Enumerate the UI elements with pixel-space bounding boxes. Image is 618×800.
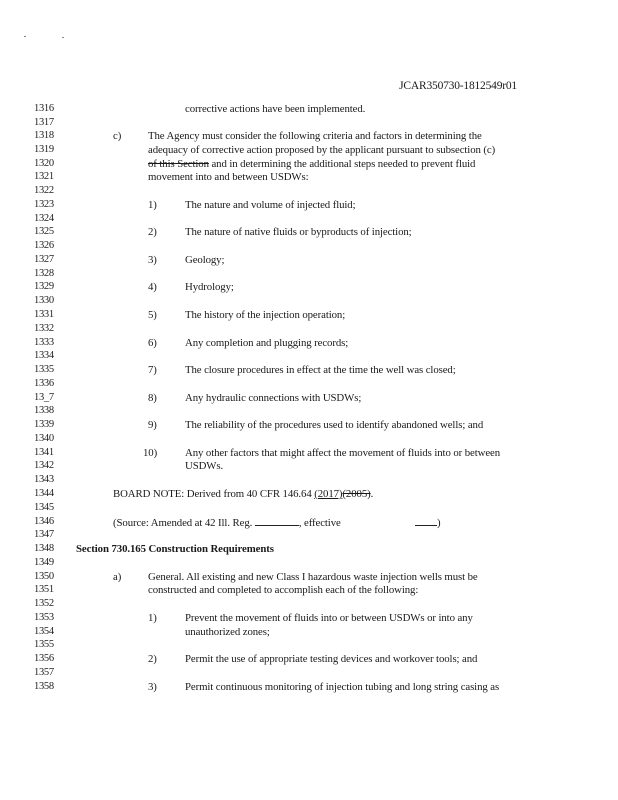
- item-text: The nature of native fluids or byproducts of injection;: [185, 226, 412, 238]
- document-id: JCAR350730-1812549r01: [399, 80, 517, 92]
- item-number: 3): [148, 681, 157, 693]
- line-number: 1349: [34, 557, 54, 568]
- item-number: 9): [148, 419, 157, 431]
- line-number: 1318: [34, 130, 54, 141]
- line-number: 13_7: [34, 392, 54, 403]
- deleted-text: of this Section: [148, 158, 209, 170]
- item-number: 1): [148, 199, 157, 211]
- line-number: 1334: [34, 350, 54, 361]
- line-number: 1323: [34, 199, 54, 210]
- scan-speck: [24, 36, 26, 37]
- subsection-c-text-rest: and in determining the additional steps needed to prevent fluid: [208, 158, 476, 170]
- line-number: 1341: [34, 447, 54, 458]
- item-number: 2): [148, 653, 157, 665]
- section-heading: Section 730.165 Construction Requirements: [76, 543, 274, 555]
- item-text: Prevent the movement of fluids into or between USDWs or into any: [185, 612, 473, 624]
- line-number: 1324: [34, 213, 54, 224]
- continuation-text: corrective actions have been implemented.: [185, 103, 366, 115]
- line-number: 1345: [34, 502, 54, 513]
- subsection-c-text: movement into and between USDWs:: [148, 171, 309, 183]
- line-number: 1344: [34, 488, 54, 499]
- subsection-c-label: c): [113, 130, 122, 142]
- line-number: 1352: [34, 598, 54, 609]
- item-text: The reliability of the procedures used to identify abandoned wells; and: [185, 419, 484, 431]
- source-note-close: [415, 516, 441, 530]
- line-number: 1316: [34, 103, 54, 114]
- line-number: 1335: [34, 364, 54, 375]
- line-number: 1353: [34, 612, 54, 623]
- item-text: Permit continuous monitoring of injection tubing and long string casing as: [185, 681, 500, 693]
- source-note: [113, 516, 341, 530]
- line-number: 1348: [34, 543, 54, 554]
- subsection-c-text: adequacy of corrective action proposed by the applicant pursuant to subsection (c): [148, 144, 496, 156]
- subsection-c-text: [148, 158, 475, 171]
- line-number: 1357: [34, 667, 54, 678]
- item-number: 6): [148, 337, 157, 349]
- line-number: 1331: [34, 309, 54, 320]
- inserted-text: (2017): [314, 488, 343, 500]
- line-number: 1328: [34, 268, 54, 279]
- item-text: Geology;: [185, 254, 225, 266]
- item-number: 7): [148, 364, 157, 376]
- item-number: 1): [148, 612, 157, 624]
- line-number: 1333: [34, 337, 54, 348]
- line-number: 1330: [34, 295, 54, 306]
- item-number: 8): [148, 392, 157, 404]
- line-number: 1354: [34, 626, 54, 637]
- line-number: 1319: [34, 144, 54, 155]
- item-number: 5): [148, 309, 157, 321]
- item-number: 3): [148, 254, 157, 266]
- source-note-text: (Source: Amended at 42 Ill. Reg.: [113, 517, 255, 529]
- line-number: 1329: [34, 281, 54, 292]
- line-number: 1322: [34, 185, 54, 196]
- line-number: 1346: [34, 516, 54, 527]
- line-number: 1326: [34, 240, 54, 251]
- line-number: 1339: [34, 419, 54, 430]
- source-note-end: ): [437, 517, 441, 529]
- line-number: 1356: [34, 653, 54, 664]
- item-text: USDWs.: [185, 460, 224, 472]
- item-text: Any hydraulic connections with USDWs;: [185, 392, 362, 404]
- subsection-a-label: a): [113, 571, 122, 583]
- line-number: 1321: [34, 171, 54, 182]
- line-number: 1342: [34, 460, 54, 471]
- item-number: 4): [148, 281, 157, 293]
- deleted-text: (2005): [342, 488, 371, 500]
- line-number: 1320: [34, 158, 54, 169]
- reg-number-blank: [255, 516, 299, 526]
- line-number: 1327: [34, 254, 54, 265]
- line-number: 1355: [34, 639, 54, 650]
- item-text: The nature and volume of injected fluid;: [185, 199, 356, 211]
- effective-date-blank: [415, 516, 437, 526]
- line-number: 1317: [34, 117, 54, 128]
- item-text: Hydrology;: [185, 281, 234, 293]
- line-number: 1350: [34, 571, 54, 582]
- subsection-a-text: constructed and completed to accomplish each of the following:: [148, 584, 419, 596]
- subsection-c-text: The Agency must consider the following criteria and factors in determining the: [148, 130, 482, 142]
- line-number: 1358: [34, 681, 54, 692]
- line-number: 1336: [34, 378, 54, 389]
- line-number: 1343: [34, 474, 54, 485]
- item-text: unauthorized zones;: [185, 626, 270, 638]
- line-number: 1340: [34, 433, 54, 444]
- line-number: 1347: [34, 529, 54, 540]
- board-note-end: .: [370, 488, 374, 500]
- subsection-a-text: General. All existing and new Class I hazardous waste injection wells must be: [148, 571, 478, 583]
- line-number: 1351: [34, 584, 54, 595]
- item-text: The history of the injection operation;: [185, 309, 346, 321]
- item-text: The closure procedures in effect at the time the well was closed;: [185, 364, 456, 376]
- item-text: Any completion and plugging records;: [185, 337, 349, 349]
- line-number: 1325: [34, 226, 54, 237]
- line-number: 1338: [34, 405, 54, 416]
- source-note-mid: , effective: [298, 517, 341, 529]
- board-note-text: BOARD NOTE: Derived from 40 CFR 146.64: [113, 488, 315, 500]
- item-text: Permit the use of appropriate testing devices and workover tools; and: [185, 653, 478, 665]
- scan-speck: [62, 37, 64, 38]
- board-note: [113, 488, 373, 501]
- item-number: 10): [143, 447, 158, 459]
- item-text: Any other factors that might affect the movement of fluids into or between: [185, 447, 501, 459]
- item-number: 2): [148, 226, 157, 238]
- line-number: 1332: [34, 323, 54, 334]
